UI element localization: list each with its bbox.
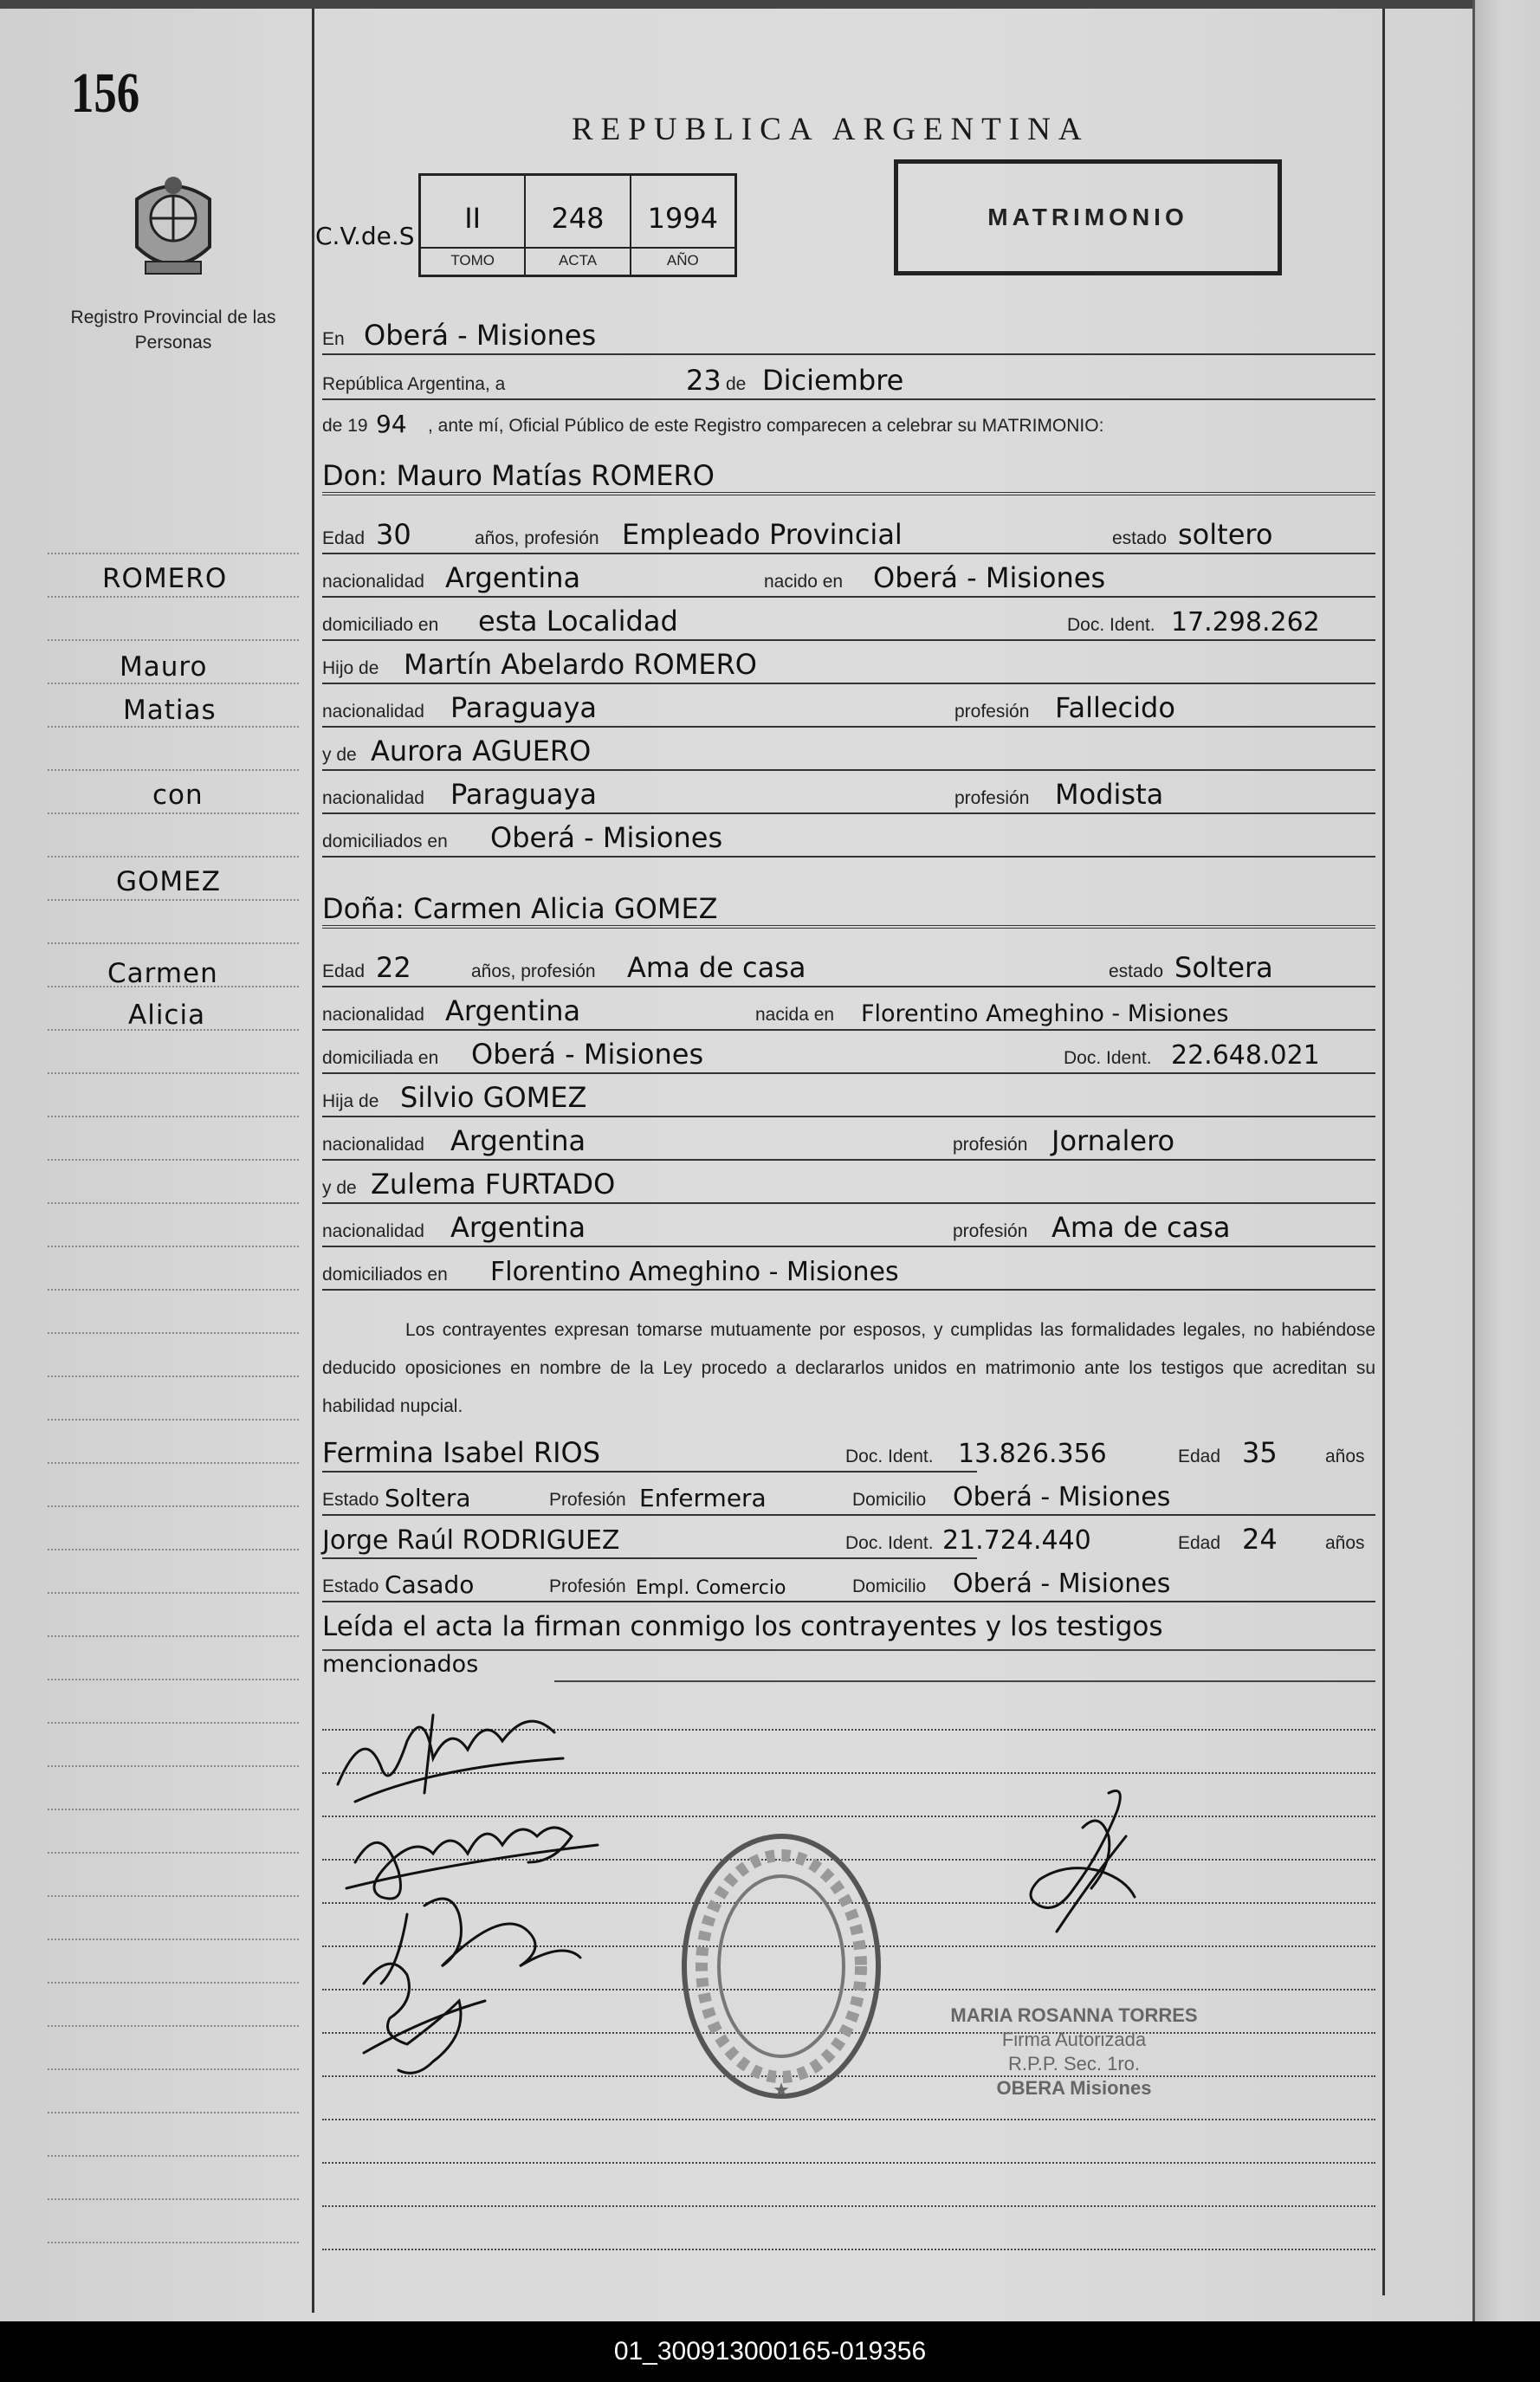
acta-cell <box>526 176 631 275</box>
novio-name: Don: Mauro Matías ROMERO <box>322 459 715 492</box>
testigo-1-det-row <box>322 1474 1375 1519</box>
profesion-label: Profesión <box>549 1576 626 1596</box>
official-stamp <box>901 2003 1247 2100</box>
testigo-2-doc: 21.724.440 <box>942 1525 1091 1556</box>
margin-line <box>48 812 299 814</box>
acta-label: ACTA <box>526 247 629 275</box>
testigo-2-nombre: Jorge Raúl RODRIGUEZ <box>322 1525 620 1556</box>
margin-line <box>48 2198 299 2200</box>
margin-note: GOMEZ <box>116 866 221 897</box>
domiciliada-label: domiciliada en <box>322 1048 439 1068</box>
novia-edad: 22 <box>376 951 411 984</box>
svg-text:★: ★ <box>773 2079 790 2100</box>
nacionalidad-label: nacionalidad <box>322 1135 424 1155</box>
margin-line <box>48 1679 299 1680</box>
novia-dom-row <box>322 1032 1375 1078</box>
hijo-label: Hijo de <box>322 658 379 678</box>
testigo-2-row <box>322 1518 1375 1563</box>
margin-line <box>48 1939 299 1940</box>
yde-label: y de <box>322 745 357 765</box>
novia-padre-nac-row <box>322 1119 1375 1164</box>
margin-line <box>48 856 299 858</box>
novia-padre-row <box>322 1076 1375 1121</box>
lugar-row <box>322 314 1375 359</box>
margin-line <box>48 1029 299 1031</box>
margin-line <box>48 1289 299 1291</box>
margin-line <box>48 639 299 641</box>
document-type-box: MATRIMONIO <box>894 159 1282 275</box>
margin-line <box>48 1419 299 1421</box>
novia-nacida: Florentino Ameghino - Misiones <box>861 1000 1229 1027</box>
doc-label: Doc. Ident. <box>1067 615 1155 635</box>
novia-nacionalidad: Argentina <box>445 994 581 1027</box>
novio-padre-prof: Fallecido <box>1055 691 1175 724</box>
profesion-label: profesión <box>954 788 1030 808</box>
page-edge <box>1472 0 1540 2321</box>
margin-line <box>48 1722 299 1724</box>
novio-nacionalidad: Argentina <box>445 561 581 594</box>
reference-box <box>418 173 737 277</box>
novia-padre-nac: Argentina <box>450 1124 586 1157</box>
comparecen-text: , ante mí, Oficial Público de este Registro comparecen a celebrar su MATRIMONIO: <box>428 416 1104 436</box>
ano-label: AÑO <box>631 247 734 275</box>
cierre-line-2: mencionados <box>322 1651 479 1678</box>
novio-padre: Martín Abelardo ROMERO <box>404 648 757 681</box>
cvdes-note: C.V.de.S <box>315 222 415 250</box>
testigo-1-estado: Soltera <box>385 1484 471 1512</box>
edad-label: Edad <box>322 961 366 981</box>
signature-4 <box>364 1964 485 2073</box>
year-value: 94 <box>376 410 407 438</box>
margin-line <box>48 1375 299 1377</box>
testigo-1-profesion: Enfermera <box>639 1484 767 1512</box>
profesion-label: años, profesión <box>471 961 596 981</box>
novia-estado: Soltera <box>1174 951 1273 984</box>
caption-text: 01_300913000165-019356 <box>613 2337 927 2366</box>
novio-padres-dom: Oberá - Misiones <box>490 821 723 854</box>
novia-padre: Silvio GOMEZ <box>400 1081 587 1114</box>
margin-line <box>48 1246 299 1247</box>
year-prefix: de 19 <box>322 416 368 436</box>
domiciliados-label: domiciliados en <box>322 1265 448 1285</box>
margin-line <box>48 1809 299 1810</box>
testigo-1-domicilio: Oberá - Misiones <box>953 1482 1171 1512</box>
acta-value: 248 <box>551 202 605 235</box>
rule-line <box>322 2162 1375 2164</box>
margin-line <box>48 1332 299 1334</box>
margin-column <box>0 0 312 2321</box>
estado-label: Estado <box>322 1576 379 1596</box>
tomo-cell <box>421 176 526 275</box>
signature-1 <box>338 1715 563 1802</box>
margin-note: Matias <box>123 695 217 726</box>
margin-note: Alicia <box>128 1000 206 1031</box>
image-caption <box>0 2321 1540 2382</box>
novia-madre-prof: Ama de casa <box>1051 1211 1231 1244</box>
lugar-value: Oberá - Misiones <box>364 319 597 352</box>
officer-signature <box>1005 1776 1161 1940</box>
margin-line <box>48 2112 299 2113</box>
margin-note: con <box>152 780 204 811</box>
novio-madre: Aurora AGUERO <box>371 735 592 767</box>
margin-line <box>48 1592 299 1594</box>
margin-note: Carmen <box>107 958 218 989</box>
doc-label: Doc. Ident. <box>845 1533 934 1553</box>
testigo-2-estado: Casado <box>385 1570 475 1599</box>
domiciliados-label: domiciliados en <box>322 832 448 851</box>
yde-label: y de <box>322 1178 357 1198</box>
novia-name-row <box>322 882 1375 932</box>
novio-dom-row <box>322 599 1375 644</box>
margin-line <box>48 1635 299 1637</box>
profesion-label: años, profesión <box>475 528 599 548</box>
rule-line <box>322 2249 1375 2250</box>
de-label: de <box>726 374 747 394</box>
rule-line <box>322 2119 1375 2120</box>
hija-label: Hija de <box>322 1091 379 1111</box>
novio-doc: 17.298.262 <box>1171 607 1320 638</box>
anos-label: años <box>1325 1533 1365 1553</box>
novio-name-row <box>322 449 1375 499</box>
margin-note: ROMERO <box>102 563 228 594</box>
margin-line <box>48 1895 299 1897</box>
margin-line <box>48 2242 299 2243</box>
ano-cell <box>631 176 734 275</box>
registro-label: Registro Provincial de las Personas <box>70 307 276 353</box>
novia-edad-row <box>322 946 1375 991</box>
novia-doc: 22.648.021 <box>1171 1040 1320 1071</box>
margin-line <box>48 1202 299 1204</box>
novio-padre-nac: Paraguaya <box>450 691 597 724</box>
edad-label: Edad <box>1178 1533 1221 1553</box>
margin-line <box>48 2068 299 2070</box>
novia-padres-dom-row <box>322 1249 1375 1294</box>
doc-label: Doc. Ident. <box>1064 1048 1152 1068</box>
margin-line <box>48 553 299 554</box>
profesion-label: profesión <box>954 702 1030 722</box>
signatures-group <box>329 1689 624 2096</box>
nacionalidad-label: nacionalidad <box>322 788 424 808</box>
novia-profesion: Ama de casa <box>627 951 806 984</box>
novia-padre-prof: Jornalero <box>1051 1124 1175 1157</box>
testigo-1-row <box>322 1431 1375 1476</box>
estado-label: Estado <box>322 1490 379 1510</box>
novio-padres-dom-row <box>322 816 1375 861</box>
nacido-label: nacido en <box>764 572 844 592</box>
estado-label: estado <box>1112 528 1168 548</box>
estado-label: estado <box>1109 961 1164 981</box>
margin-line <box>48 1159 299 1161</box>
margin-line <box>48 726 299 728</box>
margin-line <box>48 683 299 684</box>
rule-line <box>554 1680 1375 1682</box>
tomo-label: TOMO <box>421 247 524 275</box>
margin-line <box>48 899 299 901</box>
right-rule <box>1382 9 1385 2295</box>
novio-edad: 30 <box>376 518 411 551</box>
rule-line <box>322 1649 1375 1651</box>
doc-label: Doc. Ident. <box>845 1447 934 1466</box>
novio-padre-row <box>322 643 1375 688</box>
anos-label: años <box>1325 1447 1365 1466</box>
margin-line <box>48 1462 299 1464</box>
novio-edad-row <box>322 513 1375 558</box>
page-title: REPUBLICA ARGENTINA <box>572 112 1090 147</box>
novia-padres-dom: Florentino Ameghino - Misiones <box>490 1257 899 1287</box>
margin-line <box>48 1765 299 1767</box>
stamp-line: MARIA ROSANNA TORRES <box>950 2004 1198 2026</box>
novia-madre-nac-row <box>322 1206 1375 1251</box>
margin-line <box>48 942 299 944</box>
signature-3 <box>381 1899 580 1984</box>
margin-rule <box>312 9 314 2313</box>
declaracion-text: Los contrayentes expresan tomarse mutuamente por esposos, y cumplidas las formalidades legales, no habiéndose deducido oposiciones en nombre de la Ley procedo a declararlos unidos en matrimonio ante los testigos que acreditan su habilidad nupcial. <box>322 1320 1375 1416</box>
cierre-line-1: Leída el acta la firman conmigo los contrayentes y los testigos <box>322 1611 1163 1642</box>
novio-profesion: Empleado Provincial <box>622 518 903 551</box>
nacionalidad-label: nacionalidad <box>322 702 424 722</box>
margin-note: Mauro <box>120 651 208 683</box>
novia-madre: Zulema FURTADO <box>371 1168 616 1201</box>
profesion-label: Profesión <box>549 1490 626 1510</box>
signature-2 <box>346 1828 598 1899</box>
testigo-1-nombre: Fermina Isabel RIOS <box>322 1436 601 1469</box>
nacionalidad-label: nacionalidad <box>322 1221 424 1241</box>
novia-nac-row <box>322 989 1375 1034</box>
novio-madre-nac-row <box>322 773 1375 818</box>
novio-madre-row <box>322 729 1375 774</box>
margin-line <box>48 1116 299 1117</box>
margin-line <box>48 596 299 598</box>
ano-value: 1994 <box>647 202 719 235</box>
novio-madre-prof: Modista <box>1055 778 1164 811</box>
testigo-1-edad: 35 <box>1242 1436 1278 1469</box>
domicilio-label: Domicilio <box>852 1490 927 1510</box>
nacionalidad-label: nacionalidad <box>322 572 424 592</box>
testigo-2-profesion: Empl. Comercio <box>636 1577 786 1599</box>
stamp-line: R.P.P. Sec. 1ro. <box>1007 2053 1141 2075</box>
novia-madre-nac: Argentina <box>450 1211 586 1244</box>
novio-padre-nac-row <box>322 686 1375 731</box>
novio-domicilio: esta Localidad <box>478 605 678 638</box>
republica-label: República Argentina, a <box>322 374 506 394</box>
domiciliado-label: domiciliado en <box>322 615 439 635</box>
nacida-label: nacida en <box>755 1005 835 1025</box>
testigo-2-det-row <box>322 1561 1375 1606</box>
testigo-1-doc: 13.826.356 <box>958 1439 1107 1469</box>
nacionalidad-label: nacionalidad <box>322 1005 424 1025</box>
novia-name: Doña: Carmen Alicia GOMEZ <box>322 892 718 925</box>
rule-line <box>322 2205 1375 2207</box>
testigo-2-edad: 24 <box>1242 1523 1278 1556</box>
profesion-label: profesión <box>953 1221 1028 1241</box>
stamp-line: Firma Autorizada <box>1001 2029 1147 2050</box>
coat-of-arms-icon <box>120 165 227 286</box>
profesion-label: profesión <box>953 1135 1028 1155</box>
novio-nacido: Oberá - Misiones <box>873 561 1106 594</box>
folio-number: 156 <box>71 61 140 125</box>
margin-line <box>48 1549 299 1550</box>
mes-value: Diciembre <box>762 364 904 397</box>
novio-madre-nac: Paraguaya <box>450 778 597 811</box>
margin-line <box>48 2025 299 2027</box>
tomo-value: II <box>464 202 482 235</box>
en-label: En <box>322 329 345 349</box>
margin-line <box>48 769 299 771</box>
edad-label: Edad <box>1178 1447 1221 1466</box>
stamp-line: OBERA Misiones <box>996 2077 1152 2099</box>
testigo-2-domicilio: Oberá - Misiones <box>953 1569 1171 1599</box>
novio-nac-row <box>322 556 1375 601</box>
domicilio-label: Domicilio <box>852 1576 927 1596</box>
edad-label: Edad <box>322 528 366 548</box>
margin-line <box>48 1505 299 1507</box>
dia-value: 23 <box>686 364 721 397</box>
margin-line <box>48 2155 299 2157</box>
margin-line <box>48 1852 299 1854</box>
margin-line <box>48 1072 299 1074</box>
comparecen-row <box>322 404 1375 445</box>
registry-seal-icon <box>677 1828 885 2105</box>
novia-domicilio: Oberá - Misiones <box>471 1038 704 1071</box>
novio-estado: soltero <box>1178 518 1273 551</box>
margin-line <box>48 986 299 987</box>
novia-madre-row <box>322 1162 1375 1207</box>
margin-line <box>48 1982 299 1984</box>
fecha-row <box>322 359 1375 404</box>
